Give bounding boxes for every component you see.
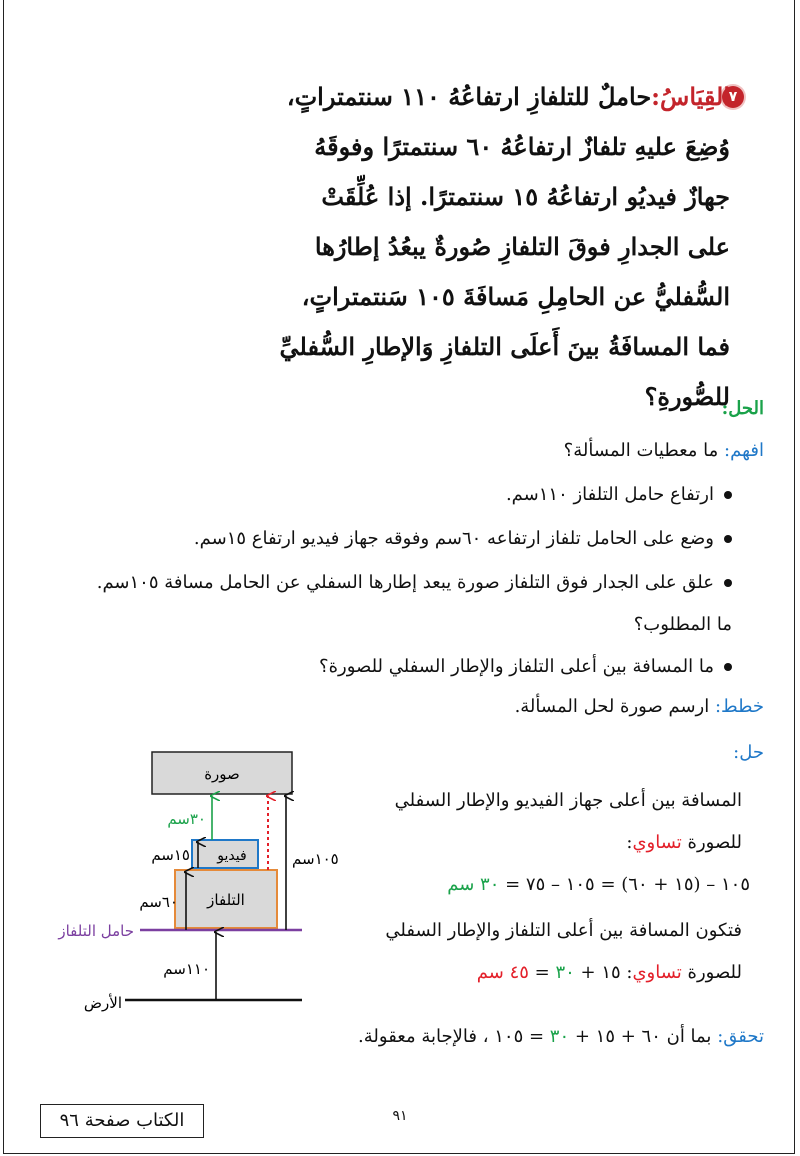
problem-line-2: وُضِعَ عليهِ تلفازٌ ارتفاعُهُ ٦٠ سنتمترًا وفوقَهُ [314,132,730,161]
plan-label: خطط: [714,696,764,717]
ground-label: الأرض [83,994,122,1012]
label-30: ٣٠سم [167,810,206,828]
label-105: ١٠٥سم [292,850,339,868]
problem-line-7: للصُّورةِ؟ [644,382,730,411]
problem-line-3: جهازٌ فيديُو ارتفاعُهُ ١٥ سنتمترًا. إذا عُلِّقَتْ [321,182,730,211]
problem-tag: القِيَاسُ: [651,82,730,111]
picture-label: صورة [204,765,240,783]
problem-line-5: السُّفليُّ عن الحامِلِ مَسافَةَ ١٠٥ سَنتمتراتٍ، [301,282,730,311]
label-60: ٦٠سم [139,893,178,911]
bullet-icon [724,491,732,499]
step2-line2: للصورة تساوي: ١٥ + ٣٠ = ٤٥ سم [476,962,742,983]
step2-line1: فتكون المسافة بين أعلى التلفاز والإطار السفلي [385,920,742,941]
understand-label: افهم: [724,440,764,461]
problem-line-6: فما المسافَةُ بينَ أَعلَى التلفازِ وَالإطارِ السُّفليِّ [279,332,730,361]
step1-equation: ١٠٥ – (١٥ + ٦٠) = ١٠٥ – ٧٥ = ٣٠ سم [447,874,750,895]
tv-label: التلفاز [207,891,245,909]
solution-heading: الحل: [721,398,764,419]
bullet-icon [724,663,732,671]
plan-text: ارسم صورة لحل المسألة. [514,696,710,717]
check-row: تحقق: بما أن ٦٠ + ١٥ + ٣٠ = ١٠٥ ، فالإجابة معقولة. [358,1026,764,1047]
problem-statement [170,72,730,422]
question-number-badge: ٧ [722,86,744,108]
understand-text: ما معطيات المسألة؟ [563,440,719,461]
video-label: فيديو [217,848,247,864]
solve-label: حل: [733,742,764,763]
understand-row [564,440,764,461]
label-110: ١١٠سم [163,960,210,978]
problem-line-1: القِيَاسُ:حاملٌ للتلفازِ ارتفاعُهُ ١١٠ سنتمتراتٍ، [286,82,730,111]
required-label: ما المطلوب؟ [633,614,732,635]
label-15: ١٥سم [151,846,190,864]
step1-line2: للصورة تساوي: [626,832,742,853]
bullet-icon [724,535,732,543]
bullet-icon [724,579,732,587]
height-diagram [30,742,350,1032]
plan-row [515,696,764,717]
stand-label: حامل التلفاز [58,922,134,940]
step1-line1: المسافة بين أعلى جهاز الفيديو والإطار السفلي [394,790,742,811]
book-reference: الكتاب صفحة ٩٦ [40,1104,204,1138]
given-item-3: علق على الجدار فوق التلفاز صورة يبعد إطارها السفلي عن الحامل مسافة ١٠٥سم. [97,572,732,593]
given-item-2: وضع على الحامل تلفاز ارتفاعه ٦٠سم وفوقه جهاز فيديو ارتفاع ١٥سم. [194,528,732,549]
check-label: تحقق: [717,1026,764,1047]
problem-line-4: على الجدارِ فوقَ التلفازِ صُورةٌ يبعُدُ إطارُها [314,232,730,261]
page-number: ٩١ [392,1108,408,1124]
given-item-1: ارتفاع حامل التلفاز ١١٠سم. [506,484,732,505]
required-item: ما المسافة بين أعلى التلفاز والإطار السفلي للصورة؟ [319,656,732,677]
